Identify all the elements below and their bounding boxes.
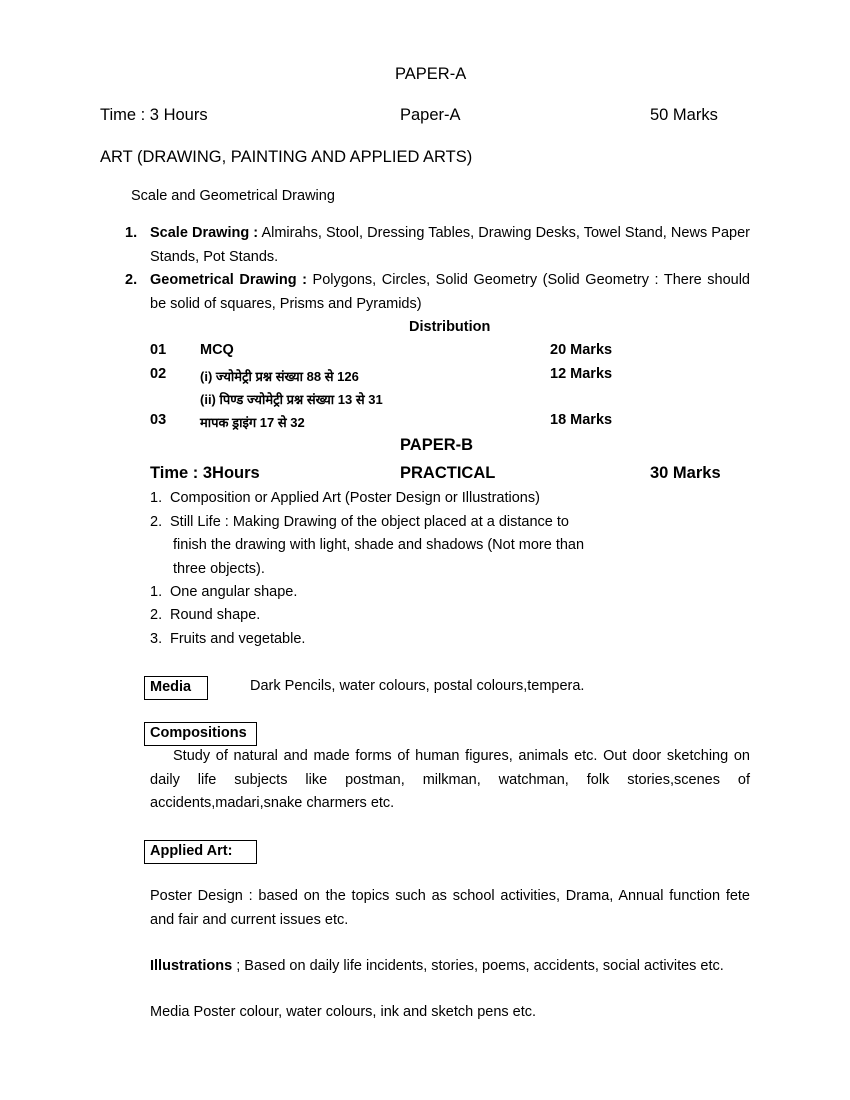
topic-label: Geometrical Drawing : [150,272,307,288]
practical-item: Composition or Applied Art (Poster Design or Illustrations) [170,490,540,506]
paper-a-title: PAPER-A [395,65,467,83]
topic-geometrical-drawing [150,269,750,316]
compositions-text: Study of natural and made forms of human figures, animals etc. Out door sketching on daily life subjects like postman, milkman, watchman, folk stories,scenes of accidents,madari,snake charmers etc. [150,748,750,811]
subject-heading: ART (DRAWING, PAINTING AND APPLIED ARTS) [100,148,473,166]
distribution-title: Distribution [409,319,491,335]
applied-art-label-box: Applied Art: [144,840,257,864]
practical-num: 2. [150,514,163,530]
illustrations-line [150,958,724,974]
time-label: Time : 3 Hours [100,106,208,124]
poster-design-text: Poster Design : based on the topics such as school activities, Drama, Annual function fete and fair and current issues etc. [150,888,750,928]
topic-text: Almirahs, Stool, Dressing Tables, Drawing Desks, Towel Stand, News Paper Stands, Pot Stands. [150,225,750,265]
dist-marks: 18 Marks [550,412,613,428]
practical-num: 2. [150,607,163,623]
topic-number: 2. [125,272,138,288]
practical-item: Still Life : Making Drawing of the object placed at a distance to [170,514,569,530]
topic-label: Scale Drawing : [150,225,259,241]
media-text: Dark Pencils, water colours, postal colours,tempera. [250,678,585,694]
dist-text: (i) ज्योमेट्री प्रश्न संख्या 88 से 126 [200,369,359,384]
compositions-label-box: Compositions [144,722,257,746]
practical-num: 3. [150,631,163,647]
dist-text: MCQ [200,342,234,358]
topic-number: 1. [125,225,138,241]
practical-num: 1. [150,490,163,506]
dist-num: 02 [150,366,167,382]
practical-num: 1. [150,584,163,600]
paper-b-type: PRACTICAL [400,464,496,482]
practical-item: Round shape. [170,607,261,623]
section-title: Scale and Geometrical Drawing [131,188,335,204]
paper-label: Paper-A [400,106,461,124]
paper-b-time: Time : 3Hours [150,464,260,482]
dist-num: 03 [150,412,167,428]
practical-item: three objects). [173,561,265,577]
topic-text: Polygons, Circles, Solid Geometry (Solid Geometry : There should be solid of squares, Prisms and Pyramids) [150,272,750,312]
paper-b-title: PAPER-B [400,436,474,454]
illustrations-label: Illustrations [150,958,233,974]
media-label-box: Media [144,676,208,700]
dist-marks: 20 Marks [550,342,613,358]
illustrations-text: ; Based on daily life incidents, stories, poems, accidents, social activites etc. [232,958,724,974]
practical-item: finish the drawing with light, shade and shadows (Not more than [173,537,585,553]
dist-text: मापक ड्राइंग 17 से 32 [200,415,305,430]
paper-b-marks: 30 Marks [650,464,721,482]
practical-item: Fruits and vegetable. [170,631,306,647]
practical-item: One angular shape. [170,584,298,600]
dist-marks: 12 Marks [550,366,613,382]
topic-scale-drawing [150,222,750,269]
dist-num: 01 [150,342,167,358]
dist-text: (ii) पिण्ड ज्योमेट्री प्रश्न संख्या 13 से 31 [200,392,383,407]
applied-media-text: Media Poster colour, water colours, ink and sketch pens etc. [150,1004,537,1020]
marks-label: 50 Marks [650,106,718,124]
